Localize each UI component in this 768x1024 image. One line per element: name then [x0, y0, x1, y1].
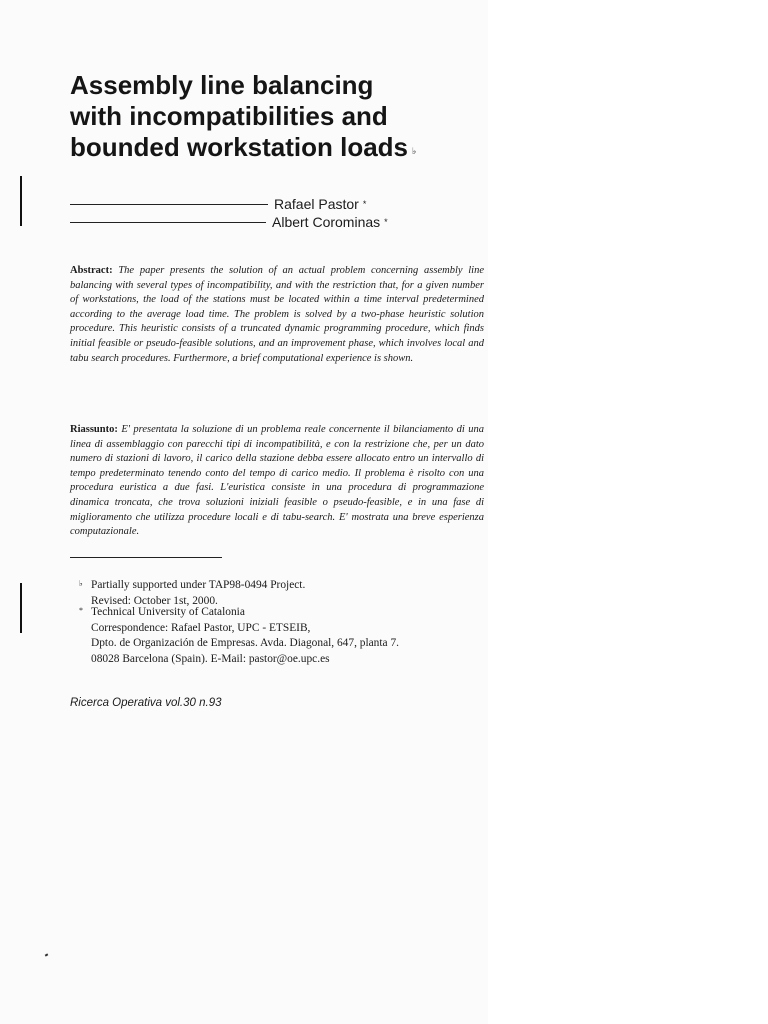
- riassunto-label: Riassunto:: [70, 424, 118, 435]
- paper-title: [70, 70, 490, 167]
- author-mark-1: *: [362, 199, 367, 209]
- author-row-2: [70, 213, 388, 231]
- author-mark-2: *: [384, 217, 388, 227]
- title-line-3-text: bounded workstation loads: [70, 132, 409, 162]
- riassunto-text: E' presentata la soluzione di un problema reale concernente il bilanciamento di una linea di assemblaggio con parecchi tipi di incompatibilità, e con la restrizione che, per un dato numero di stazioni di lavoro, il carico della stazione debba essere allocato entro un intervallo di tempo predeterminato tenendo conto del tempo di carico medio. Il problema è risolto con una procedura euristica a due fasi. L'euristica consiste in una procedura di programmazione dinamica troncata, che trova soluzioni iniziali feasible o pseudo-feasible, e in una fase di miglioramento che utilizza procedure locali e di tabu-search. E' mostrata una breve esperienza computazionale.: [70, 424, 484, 538]
- scan-mark-bottom: [20, 583, 22, 633]
- abstract: [70, 264, 484, 366]
- scan-mark-top: [20, 176, 22, 226]
- footnote-2-line-3: Dpto. de Organización de Empresas. Avda. Diagonal, 647, planta 7.: [91, 637, 399, 650]
- footnote-1-line-2: Revised: October 1st, 2000.: [91, 594, 218, 607]
- footnote-rule: [70, 557, 222, 558]
- footnote-2: [79, 605, 399, 667]
- abstract-text: The paper presents the solution of an actual problem concerning assembly line balancing with several types of incompatibility, and with the restriction that, for a given number of workstations, the load of the stations must be located within a time interval predetermined according to the average load time. The problem is solved by a two-phase heuristic solution procedure. This heuristic consists of a truncated dynamic programming procedure, which finds initial feasible or pseudo-feasible solutions, and an improvement phase, which involves local and tabu search procedures. Furthermore, a brief computational experience is shown.: [70, 265, 485, 364]
- title-footnote-mark: ♭: [412, 146, 417, 156]
- footnote-1-line-1: Partially supported under TAP98-0494 Project.: [91, 579, 306, 591]
- journal-reference: Ricerca Operativa vol.30 n.93: [70, 697, 222, 709]
- author-rule: [70, 204, 268, 205]
- title-line-1: Assembly line balancing: [70, 70, 374, 100]
- footnote-2-line-4: 08028 Barcelona (Spain). E-Mail: pastor@oe.upc.es: [91, 652, 330, 665]
- footnote-1-mark: ♭: [79, 579, 83, 588]
- author-rule: [70, 222, 266, 223]
- title-line-3: [70, 132, 490, 167]
- footnote-2-line-2: Correspondence: Rafael Pastor, UPC - ETSEIB,: [91, 621, 311, 634]
- abstract-label: Abstract:: [70, 265, 113, 276]
- footnote-2-mark: *: [79, 606, 83, 615]
- title-line-2: with incompatibilities and: [70, 101, 388, 131]
- author-name-1: Rafael Pastor: [274, 196, 359, 212]
- author-name-2: Albert Corominas: [272, 214, 381, 230]
- riassunto: [70, 423, 484, 540]
- footnote-2-line-1: Technical University of Catalonia: [91, 606, 245, 618]
- author-row-1: [70, 195, 366, 213]
